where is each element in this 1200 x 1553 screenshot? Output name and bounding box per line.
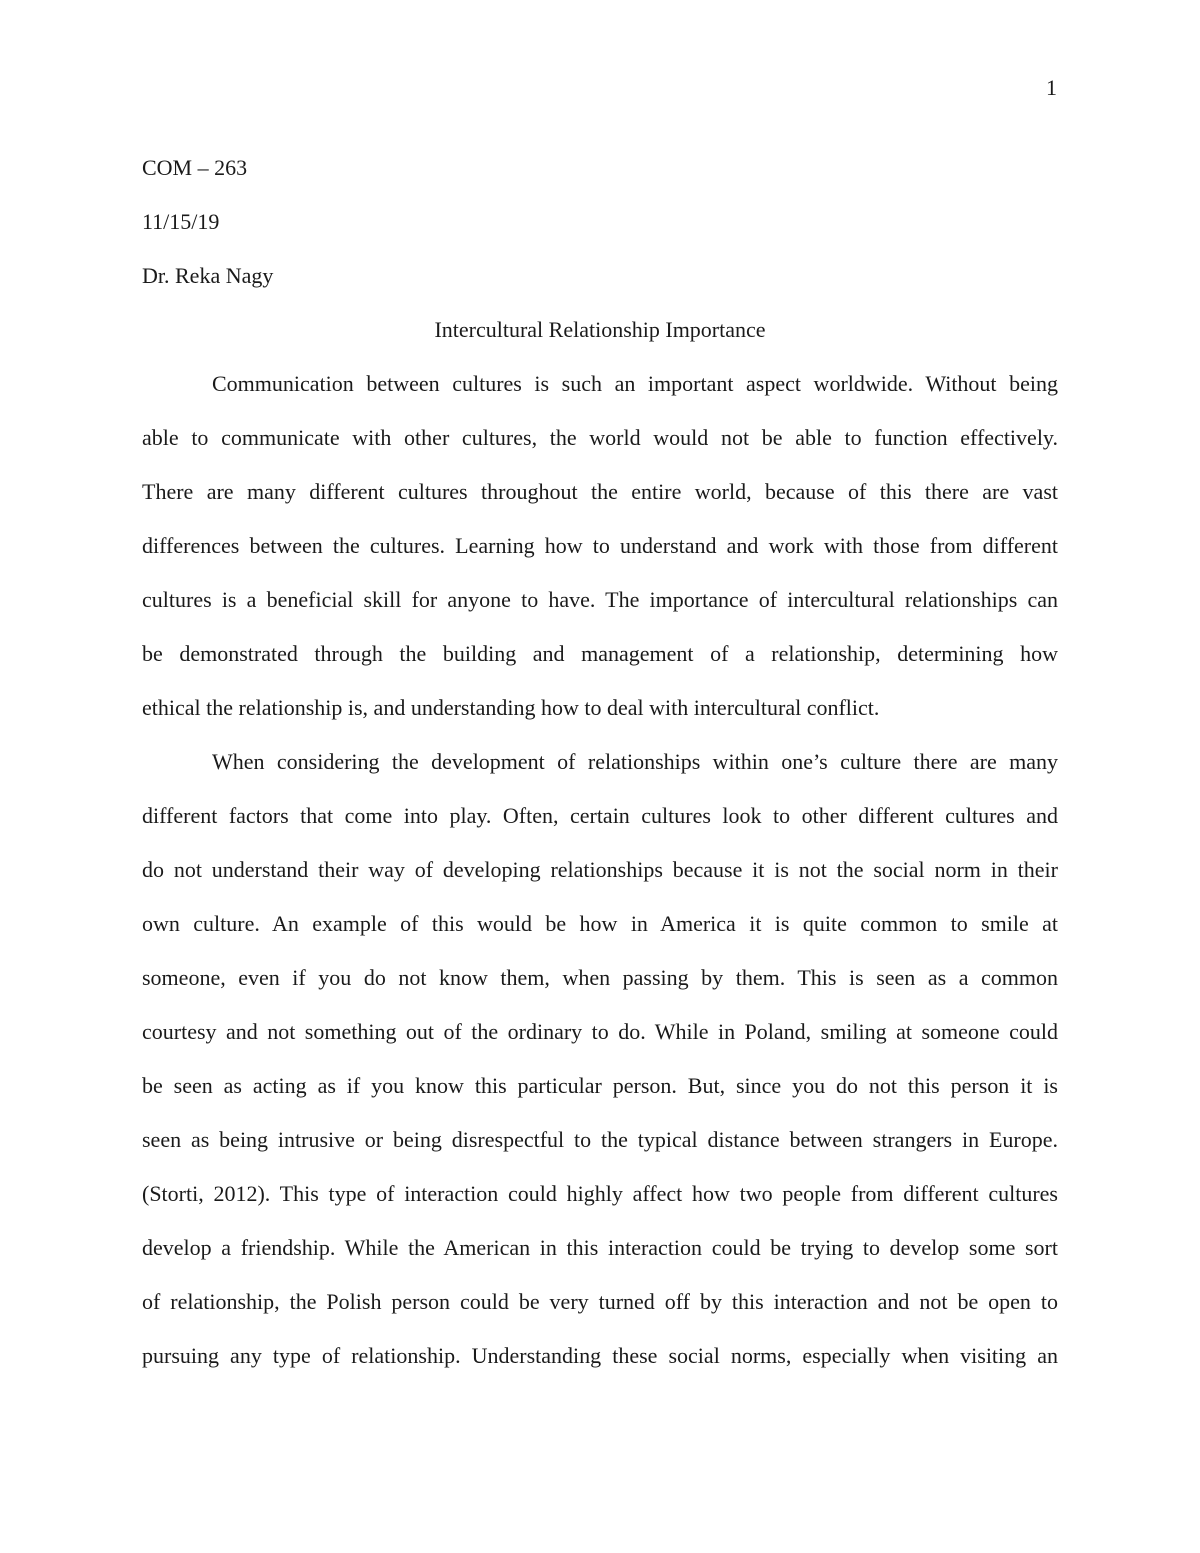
page-number: 1 — [1046, 75, 1057, 100]
paragraph-line: develop a friendship. While the American in this interaction could be trying to develop some sort — [142, 1235, 1058, 1260]
paragraph-line: own culture. An example of this would be how in America it is quite common to smile at — [142, 911, 1058, 936]
paragraph-line: When considering the development of relationships within one’s culture there are many — [212, 749, 1058, 774]
paragraph-line: differences between the cultures. Learning how to understand and work with those from different — [142, 533, 1058, 558]
paragraph-2 — [142, 735, 1058, 1383]
paragraph-line: of relationship, the Polish person could be very turned off by this interaction and not be open to — [142, 1289, 1058, 1314]
paragraph-line: There are many different cultures throughout the entire world, because of this there are vast — [142, 479, 1058, 504]
instructor-name: Dr. Reka Nagy — [142, 263, 274, 288]
paragraph-line: do not understand their way of developing relationships because it is not the social norm in their — [142, 857, 1058, 882]
paragraph-line: courtesy and not something out of the ordinary to do. While in Poland, smiling at someone could — [142, 1019, 1058, 1044]
document-body — [142, 141, 1058, 1383]
document-title: Intercultural Relationship Importance — [434, 317, 766, 342]
paragraph-line: pursuing any type of relationship. Understanding these social norms, especially when visiting an — [142, 1343, 1058, 1368]
course-code: COM – 263 — [142, 155, 248, 180]
paragraph-line: seen as being intrusive or being disrespectful to the typical distance between strangers in Europe. — [142, 1127, 1058, 1152]
paragraph-1 — [142, 357, 1058, 735]
paragraph-line: (Storti, 2012). This type of interaction could highly affect how two people from different cultures — [142, 1181, 1058, 1206]
paragraph-line: be seen as acting as if you know this particular person. But, since you do not this person it is — [142, 1073, 1058, 1098]
submission-date: 11/15/19 — [142, 209, 220, 234]
paragraph-line: different factors that come into play. Often, certain cultures look to other different cultures and — [142, 803, 1058, 828]
paragraph-line: ethical the relationship is, and understanding how to deal with intercultural conflict. — [142, 695, 880, 720]
paragraph-line: someone, even if you do not know them, when passing by them. This is seen as a common — [142, 965, 1058, 990]
paragraph-line: Communication between cultures is such an important aspect worldwide. Without being — [212, 371, 1058, 396]
paragraph-line: be demonstrated through the building and management of a relationship, determining how — [142, 641, 1058, 666]
paragraph-line: cultures is a beneficial skill for anyone to have. The importance of intercultural relationships can — [142, 587, 1058, 612]
paragraph-line: able to communicate with other cultures, the world would not be able to function effectively. — [142, 425, 1058, 450]
